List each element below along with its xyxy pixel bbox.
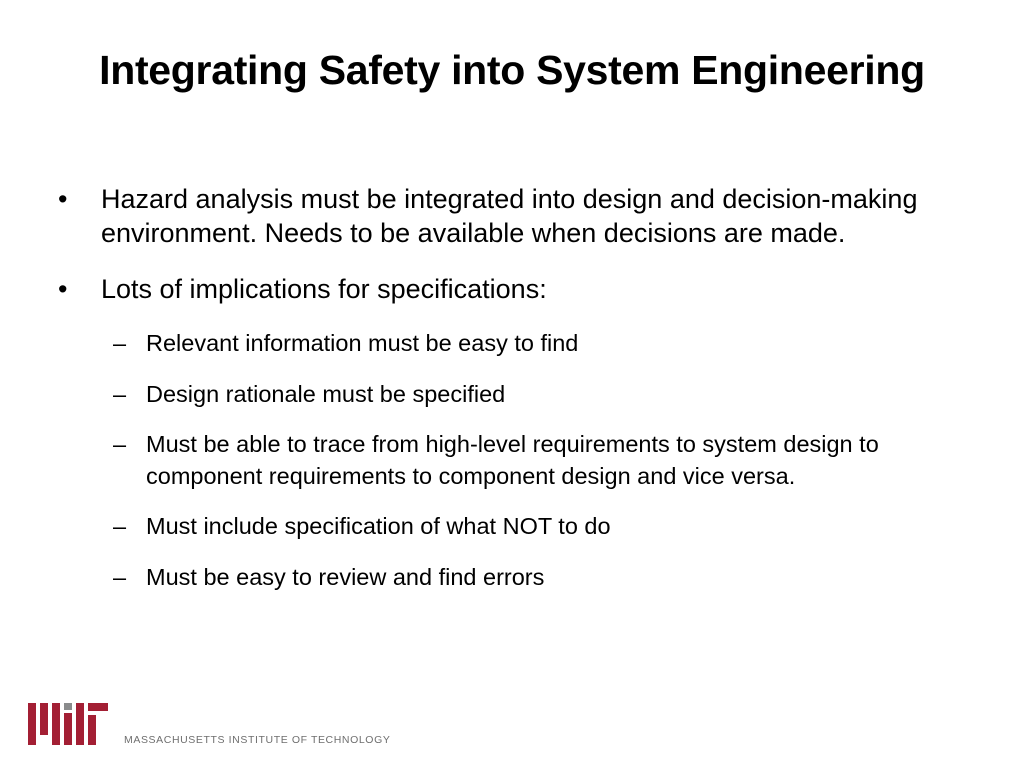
bullet-item <box>58 272 968 306</box>
sub-bullet-text: Must be easy to review and find errors <box>146 563 545 590</box>
sub-bullet-marker: – <box>113 563 127 590</box>
slide-content <box>58 182 968 612</box>
bullet-text: Lots of implications for specifications: <box>101 274 547 304</box>
sub-bullet-text: Design rationale must be specified <box>146 380 506 407</box>
sub-bullet-marker: – <box>113 513 127 539</box>
mit-logo-gray-bar <box>64 703 72 710</box>
sub-bullet-text: Must be able to trace from high-level requirements to system design to component requirements to component design and vice versa. <box>146 431 879 489</box>
institution-name: MASSACHUSETTS INSTITUTE OF TECHNOLOGY <box>124 734 391 746</box>
sub-bullet-item <box>58 562 968 594</box>
sub-bullet-item <box>58 328 968 360</box>
mit-logo <box>28 703 108 745</box>
slide-title: Integrating Safety into System Engineering <box>99 47 925 93</box>
sub-bullet-text: Relevant information must be easy to find <box>146 330 579 356</box>
sub-bullet-item <box>58 429 968 492</box>
sub-bullet-marker: – <box>113 330 127 356</box>
bullet-marker: • <box>58 184 68 214</box>
bullet-text: Hazard analysis must be integrated into design and decision-making environment. Needs to be available when decisions are made. <box>101 184 918 248</box>
sub-bullet-marker: – <box>113 431 127 457</box>
sub-bullet-item <box>58 511 968 543</box>
sub-bullet-list <box>58 328 968 593</box>
sub-bullet-text: Must include specification of what NOT to do <box>146 513 611 539</box>
sub-bullet-item <box>58 379 968 411</box>
bullet-item <box>58 182 968 250</box>
sub-bullet-marker: – <box>113 380 127 407</box>
bullet-marker: • <box>58 274 68 304</box>
